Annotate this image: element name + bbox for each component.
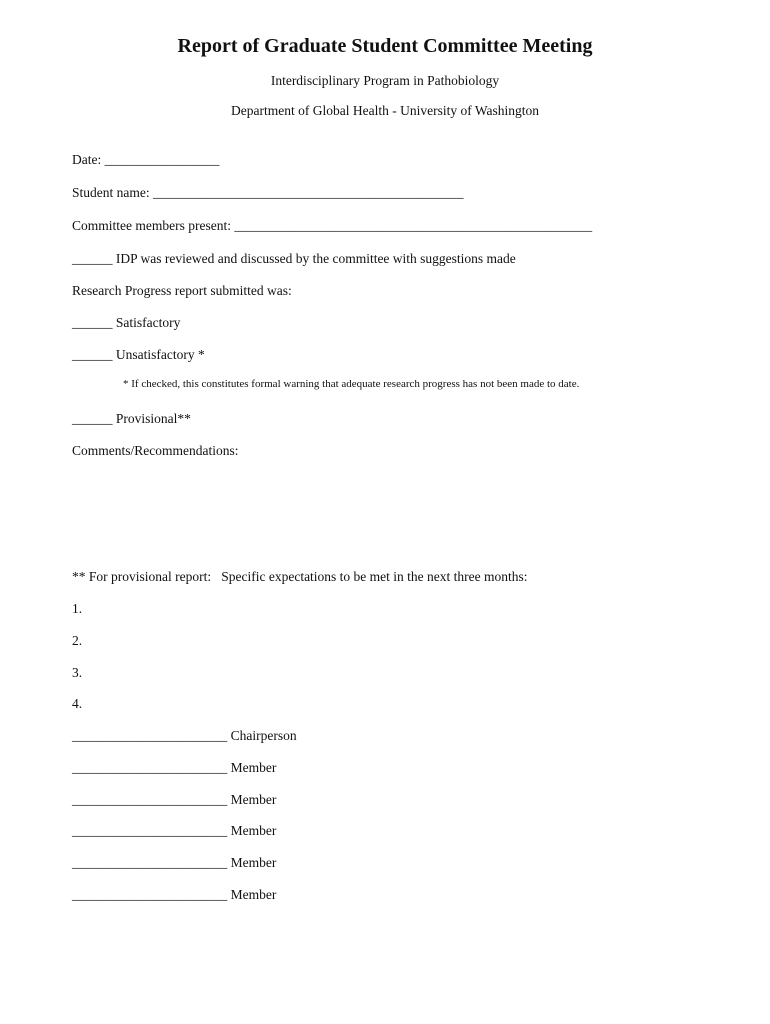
date-field[interactable]: Date: _________________	[72, 152, 220, 167]
committee-members-field[interactable]: Committee members present: _____________________________________________________	[72, 218, 593, 233]
comments-heading: Comments/Recommendations:	[72, 443, 239, 458]
signature-line-member[interactable]: _______________________ Member	[72, 823, 277, 838]
expectation-item: 3.	[72, 665, 83, 680]
idp-reviewed-checkbox-line[interactable]: ______ IDP was reviewed and discussed by the committee with suggestions made	[72, 251, 516, 266]
signature-line-member[interactable]: _______________________ Member	[72, 760, 277, 775]
provisional-option[interactable]: ______ Provisional**	[72, 411, 191, 426]
signature-line-chairperson[interactable]: _______________________ Chairperson	[72, 728, 297, 743]
research-progress-heading: Research Progress report submitted was:	[72, 283, 292, 298]
signature-line-member[interactable]: _______________________ Member	[72, 855, 277, 870]
expectation-item: 1.	[72, 601, 83, 616]
expectation-item: 2.	[72, 633, 83, 648]
student-name-field[interactable]: Student name: ______________________________________________	[72, 185, 464, 200]
provisional-expectations-heading: ** For provisional report: Specific expectations to be met in the next three months:	[72, 569, 528, 584]
unsatisfactory-option[interactable]: ______ Unsatisfactory *	[72, 347, 205, 362]
expectation-item: 4.	[72, 696, 83, 711]
satisfactory-option[interactable]: ______ Satisfactory	[72, 315, 181, 330]
signature-line-member[interactable]: _______________________ Member	[72, 792, 277, 807]
unsatisfactory-footnote: * If checked, this constitutes formal warning that adequate research progress has not been made to date.	[123, 378, 580, 390]
page-title: Report of Graduate Student Committee Meeting	[177, 35, 593, 57]
program-subtitle: Interdisciplinary Program in Pathobiology	[270, 73, 500, 88]
signature-line-member[interactable]: _______________________ Member	[72, 887, 277, 902]
department-subtitle: Department of Global Health - University of Washington	[231, 103, 539, 118]
